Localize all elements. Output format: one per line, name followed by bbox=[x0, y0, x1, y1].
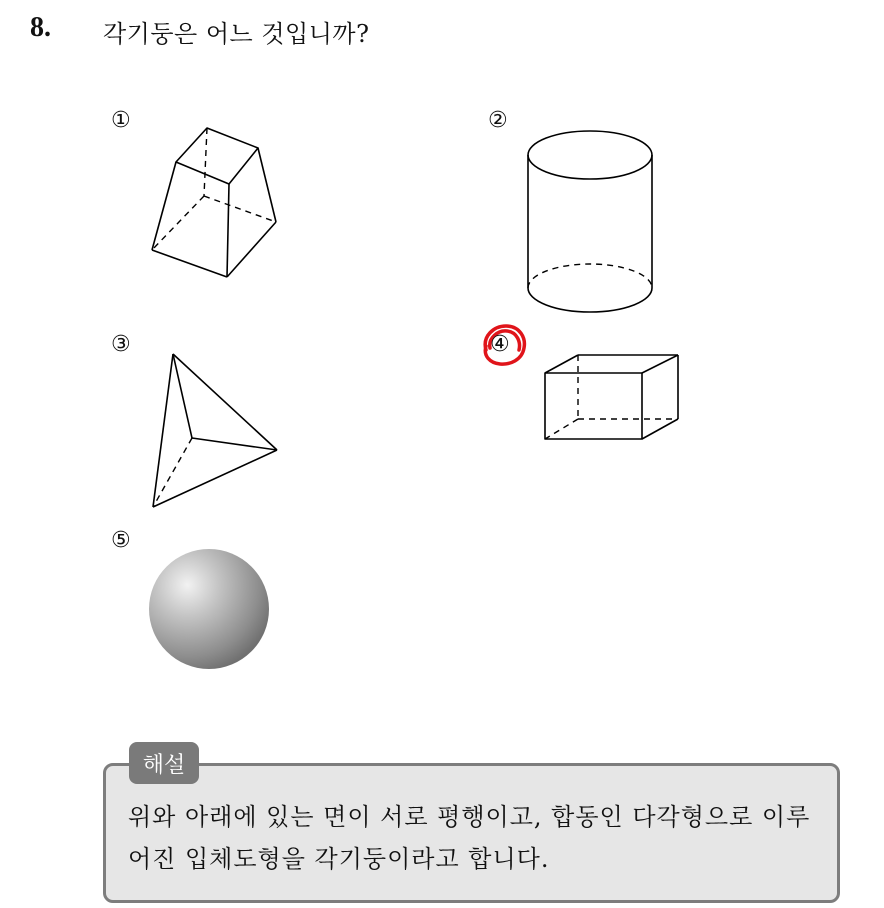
option-3-label: ③ bbox=[111, 332, 131, 357]
solution-line-2: 어진 입체도형을 각기둥이라고 합니다. bbox=[128, 845, 550, 873]
option-1-label: ① bbox=[111, 108, 131, 133]
truncated-pyramid-figure bbox=[140, 120, 290, 285]
triangular-pyramid-figure bbox=[145, 348, 285, 513]
rectangular-prism-figure bbox=[540, 350, 685, 445]
cylinder-figure bbox=[522, 125, 662, 315]
question-text: 각기둥은 어느 것입니까? bbox=[103, 20, 370, 48]
sphere-figure bbox=[148, 548, 272, 672]
option-2-label: ② bbox=[488, 108, 508, 133]
question-number: 8. bbox=[30, 12, 51, 43]
option-4-label: ④ bbox=[490, 332, 510, 357]
option-5-label: ⑤ bbox=[111, 528, 131, 553]
solution-line-1: 위와 아래에 있는 면이 서로 평행이고, 합동인 다각형으로 이루 bbox=[128, 803, 811, 831]
solution-text bbox=[128, 796, 828, 880]
solution-tag: 해설 bbox=[129, 742, 199, 784]
